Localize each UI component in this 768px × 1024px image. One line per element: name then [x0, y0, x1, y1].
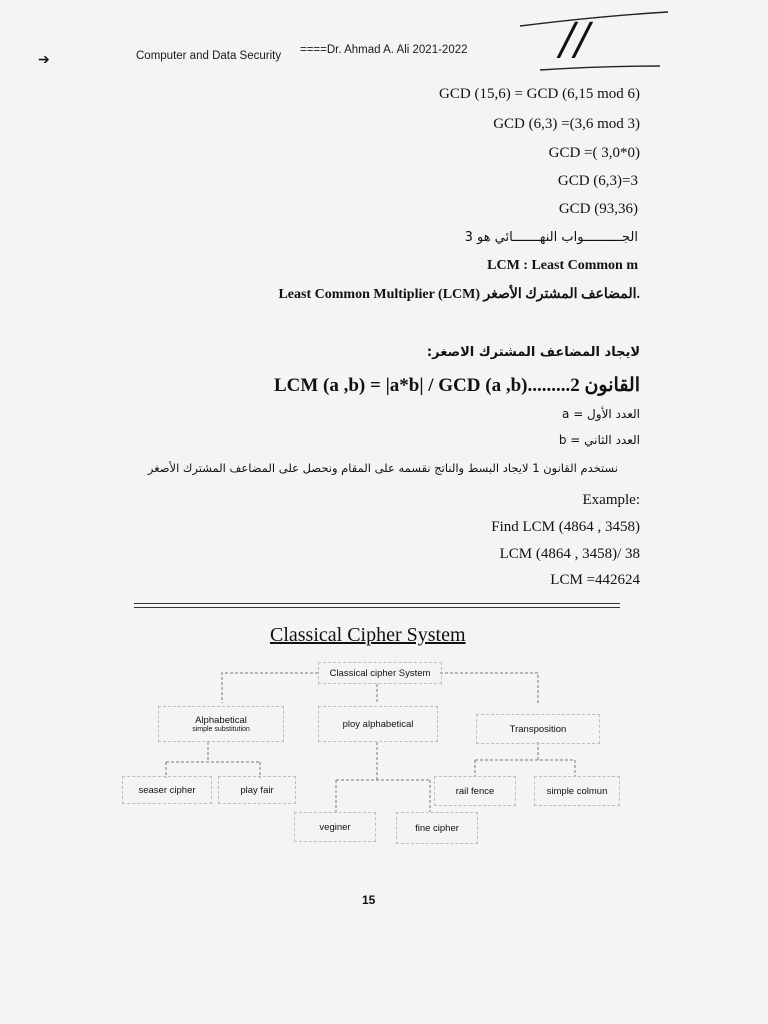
final-answer: الجــــــــــواب النهـــــــائي هو 3 — [464, 230, 638, 245]
node-playfair — [218, 776, 296, 804]
node-fine-cipher — [396, 812, 478, 844]
node-playfair-label: play fair — [240, 784, 274, 796]
course-title: Computer and Data Security — [136, 50, 282, 62]
node-rail-fence — [434, 776, 516, 806]
node-alphabetical — [158, 706, 284, 742]
gcd-step-5: GCD (93,36) — [558, 201, 638, 217]
gcd-step-2: GCD (6,3) =(3,6 mod 3) — [493, 116, 640, 132]
lcm-heading-ar: لايجاد المضاعف المشترك الاصغر: — [426, 345, 640, 360]
lcm-formula: LCM (a ,b) = |a*b| / GCD (a ,b).........2 القانون — [273, 375, 640, 396]
node-poly-alphabetical — [318, 706, 438, 742]
node-alphabetical-sublabel: simple substitution — [192, 726, 250, 733]
node-caesar — [122, 776, 212, 804]
node-vigenere — [294, 812, 376, 842]
node-vigenere-label: veginer — [319, 821, 351, 833]
diagram-title: Classical Cipher System — [270, 624, 466, 646]
example-line-1: Find LCM (4864 , 3458) — [491, 519, 640, 535]
gcd-step-3: GCD =( 3,0*0) — [548, 145, 640, 161]
node-alphabetical-label: Alphabetical — [195, 715, 247, 726]
example-label: Example: — [582, 492, 640, 508]
variable-a: العدد الأول = a — [562, 407, 640, 421]
node-poly-label: ploy alphabetical — [342, 718, 414, 730]
node-fine-cipher-label: fine cipher — [415, 822, 459, 834]
example-line-3: LCM =442624 — [550, 572, 640, 588]
variable-b: العدد الثاني = b — [558, 433, 640, 447]
lcm-full: Least Common Multiplier (LCM) المضاعف المشترك الأصغر. — [278, 287, 640, 302]
node-root-label: Classical cipher System — [329, 667, 431, 679]
node-transposition — [476, 714, 600, 744]
node-root — [318, 662, 442, 684]
gcd-step-1: GCD (15,6) = GCD (6,15 mod 6) — [439, 86, 640, 102]
page-number: 15 — [362, 893, 376, 907]
header-arrow: ➔ — [38, 53, 50, 68]
example-line-2: LCM (4864 , 3458)/ 38 — [499, 546, 640, 562]
node-rail-fence-label: rail fence — [455, 785, 495, 797]
node-simple-column — [534, 776, 620, 806]
explanation-ar: نستخدم القانون 1 لايجاد البسط والناتج نقسمه على المقام ونحصل على المضاعف المشترك الأصغر — [147, 461, 618, 475]
node-caesar-label: seaser cipher — [138, 784, 196, 796]
author-line: ====Dr. Ahmad A. Ali 2021-2022 — [300, 44, 468, 56]
lcm-abbrev: LCM : Least Common m — [487, 258, 638, 273]
node-simple-column-label: simple colmun — [546, 785, 608, 797]
node-transposition-label: Transposition — [509, 723, 567, 735]
gcd-step-4: GCD (6,3)=3 — [557, 173, 638, 189]
corner-mark: // — [560, 14, 590, 65]
